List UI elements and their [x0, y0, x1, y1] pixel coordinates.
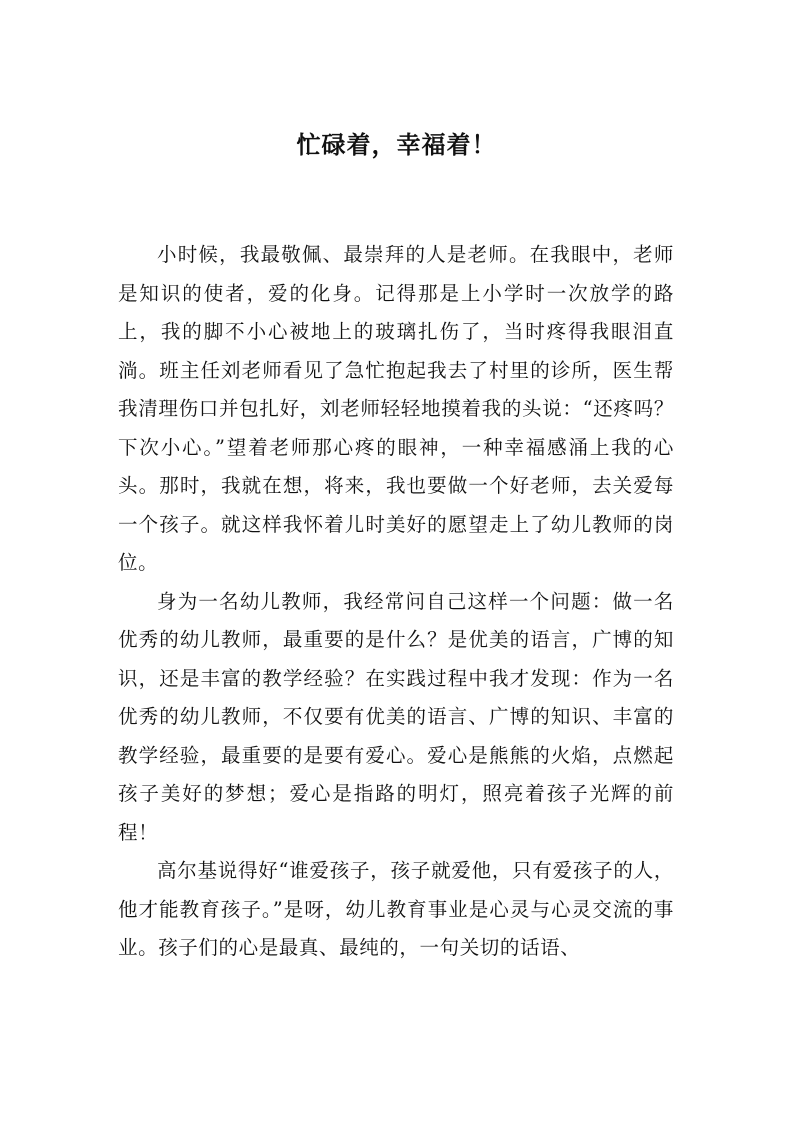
document-title: 忙碌着，幸福着！ [296, 130, 497, 159]
paragraph: 小时候，我最敬佩、最崇拜的人是老师。在我眼中，老师是知识的使者，爱的化身。记得那是上小学时一次放学的路上，我的脚不小心被地上的玻璃扎伤了，当时疼得我眼泪直淌。班主任刘老师看见了急忙抱起我去了村里的诊所，医生帮我清理伤口并包扎好，刘老师轻轻地摸着我的头说：“还疼吗？下次小心。”望着老师那心疼的眼神，一种幸福感涌上我的心头。那时，我就在想，将来，我也要做一个好老师，去关爱每一个孩子。就这样我怀着儿时美好的愿望走上了幼儿教师的岗位。 [118, 243, 674, 574]
paragraph: 高尔基说得好“谁爱孩子，孩子就爱他，只有爱孩子的人，他才能教育孩子。”是呀，幼儿教育事业是心灵与心灵交流的事业。孩子们的心是最真、最纯的，一句关切的话语、 [118, 859, 674, 959]
paragraph: 身为一名幼儿教师，我经常问自己这样一个问题：做一名优秀的幼儿教师，最重要的是什么？是优美的语言，广博的知识，还是丰富的教学经验？在实践过程中我才发现：作为一名优秀的幼儿教师，不仅要有优美的语言、广博的知识、丰富的教学经验，最重要的是要有爱心。爱心是熊熊的火焰，点燃起孩子美好的梦想；爱心是指路的明灯，照亮着孩子光辉的前程！ [118, 589, 674, 844]
document-body [118, 236, 674, 968]
